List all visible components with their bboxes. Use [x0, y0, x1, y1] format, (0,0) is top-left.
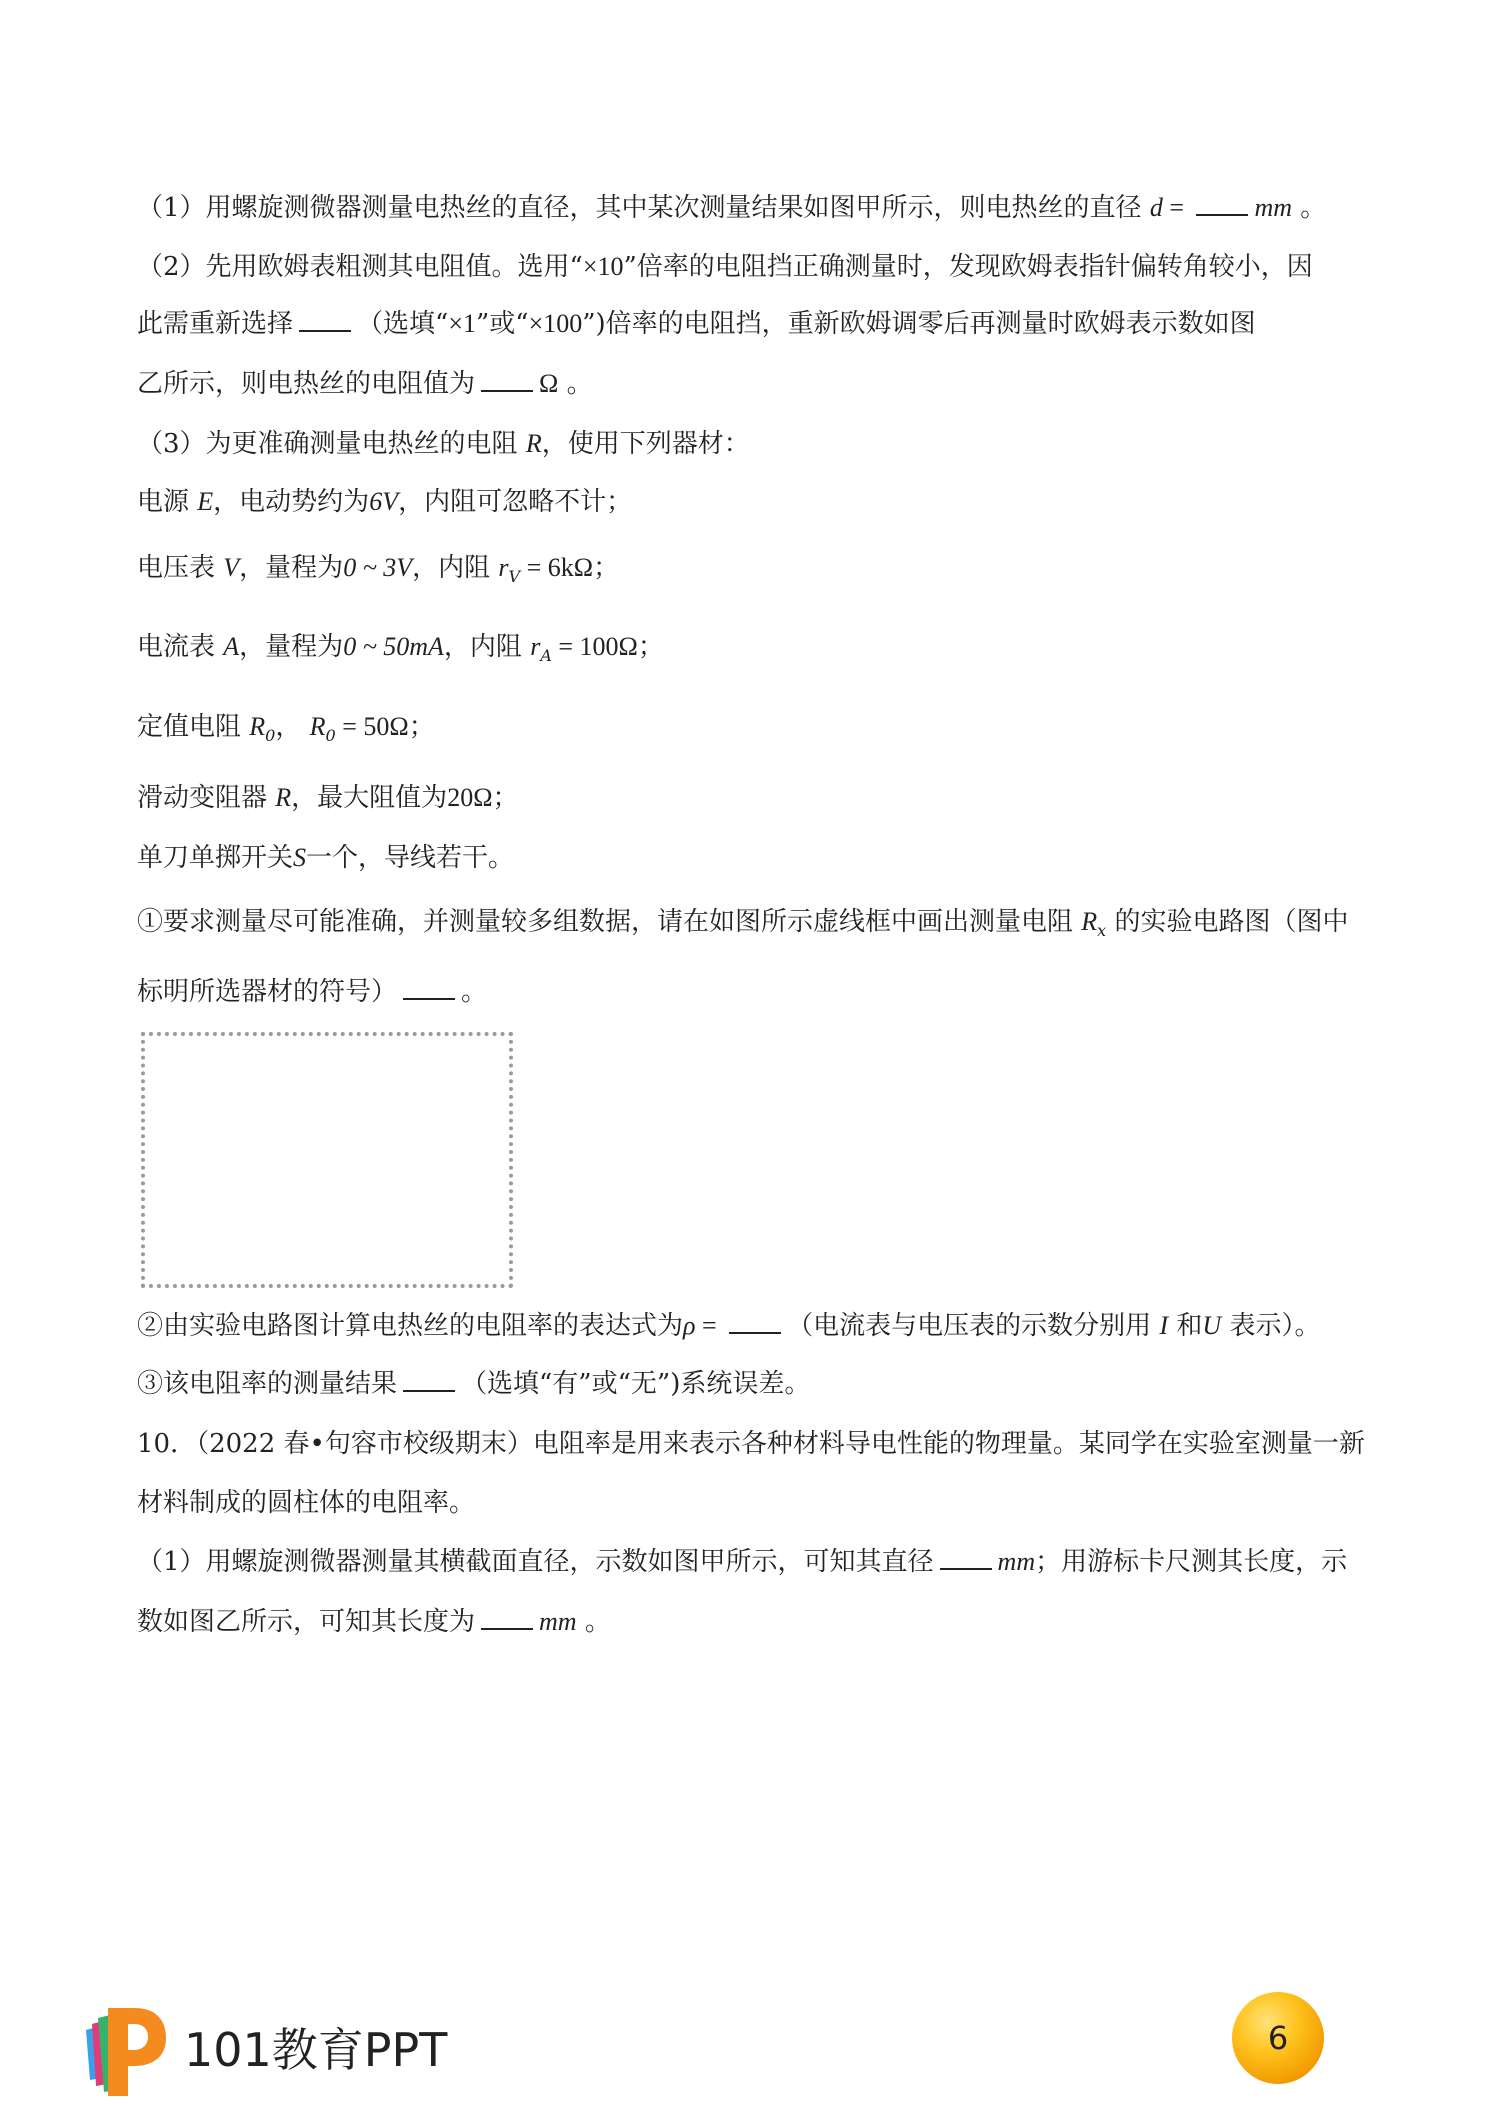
text: （1）用螺旋测微器测量电热丝的直径，其中某次测量结果如图甲所示，则电热丝的直径 — [137, 193, 1142, 223]
unit: mm — [1254, 193, 1293, 222]
text: ， — [275, 712, 302, 742]
q9-part2-line1 — [137, 247, 1367, 287]
text: = — [1162, 193, 1191, 222]
brand-p-icon — [78, 2000, 170, 2100]
equip-voltmeter — [137, 548, 1367, 597]
text: ，量程为 — [239, 553, 344, 583]
answer-blank[interactable] — [299, 308, 351, 332]
text: ，内阻 — [443, 632, 522, 662]
text: 滑动变阻器 — [137, 783, 268, 813]
text: ； — [593, 553, 620, 583]
q10-part1-line2 — [137, 1602, 1367, 1642]
text: 。 — [558, 369, 593, 399]
text: ①要求测量尽可能准确，并测量较多组数据，请在如图所示虚线框中画出测量电阻 — [137, 907, 1074, 937]
unit: Ω — [539, 369, 559, 398]
text: 。 — [461, 977, 488, 1007]
q9-part2-line2 — [137, 304, 1367, 344]
equip-rheostat — [137, 778, 1367, 818]
text: 材料制成的圆柱体的电阻率。 — [137, 1488, 476, 1518]
q10-heading-line2 — [137, 1483, 1367, 1523]
subscript: 0 — [265, 726, 276, 746]
text: ②由实验电路图计算电热丝的电阻率的表达式为 — [137, 1311, 684, 1341]
text: 此需重新选择 — [137, 309, 294, 339]
text: （选填“有”或“无” — [461, 1369, 671, 1399]
text: ×10 — [582, 252, 624, 281]
text: ，内阻 — [412, 553, 491, 583]
text: ×1 — [448, 309, 476, 338]
answer-blank[interactable] — [729, 1310, 781, 1334]
q9-sub1-line2 — [137, 972, 1367, 1012]
unit: mm — [997, 1547, 1036, 1576]
value: 6V — [369, 487, 399, 516]
value: = 50Ω — [335, 712, 409, 741]
text: ，电动势约为 — [213, 487, 370, 517]
text: 电源 — [137, 487, 190, 517]
var: R — [525, 429, 542, 458]
text: （电流表与电压表的示数分别用 — [787, 1311, 1152, 1341]
text: ；用游标卡尺测其长度，示 — [1035, 1547, 1348, 1577]
equip-ammeter — [137, 627, 1367, 676]
var: V — [223, 553, 240, 582]
value: 20Ω — [447, 783, 493, 812]
q10-heading-line1 — [137, 1424, 1367, 1464]
unit: mm — [539, 1607, 577, 1636]
subscript: 0 — [325, 726, 336, 746]
circuit-drawing-box[interactable] — [141, 1032, 513, 1288]
text: ，最大阻值为 — [291, 783, 448, 813]
text: ”或“ — [475, 309, 529, 339]
text: 一个，导线若干。 — [306, 843, 515, 873]
text: ③该电阻率的测量结果 — [137, 1369, 398, 1399]
text: )系统误差。 — [670, 1369, 811, 1399]
text: ； — [408, 712, 435, 742]
text: ×100 — [528, 309, 583, 338]
var: ρ — [683, 1311, 696, 1340]
answer-blank[interactable] — [1196, 192, 1248, 216]
text: ； — [492, 783, 519, 813]
subscript: A — [540, 646, 552, 666]
page-number: 6 — [1267, 2019, 1289, 2057]
subscript: x — [1097, 921, 1107, 941]
var: A — [223, 632, 240, 661]
var: R — [275, 783, 292, 812]
brand-logo — [78, 2000, 447, 2100]
brand-name: 101教育PPT — [184, 2023, 448, 2077]
text: 的实验电路图（图中 — [1114, 907, 1349, 937]
var: R — [1081, 907, 1098, 936]
answer-blank[interactable] — [940, 1546, 992, 1570]
text: 电流表 — [137, 632, 216, 662]
var: r — [530, 632, 541, 661]
q10-part1-line1 — [137, 1542, 1367, 1582]
answer-blank[interactable] — [403, 1368, 455, 1392]
equip-fixed-resistor — [137, 707, 1367, 756]
q9-sub1-line1 — [137, 902, 1367, 951]
page-number-badge — [1232, 1992, 1324, 2084]
text: = — [695, 1311, 724, 1340]
text: 。 — [1292, 193, 1327, 223]
text: 表示）。 — [1229, 1311, 1321, 1341]
text: （3）为更准确测量电热丝的电阻 — [137, 429, 518, 459]
text: 定值电阻 — [137, 712, 242, 742]
text: （选填“ — [357, 309, 449, 339]
text: ”)倍率的电阻挡，重新欧姆调零后再测量时欧姆表示数如图 — [582, 309, 1256, 339]
answer-blank[interactable] — [403, 976, 455, 1000]
q9-sub2-line — [137, 1306, 1367, 1346]
var: R — [249, 712, 266, 741]
value: 0 ~ 50mA — [343, 632, 444, 661]
var: U — [1202, 1311, 1222, 1340]
q9-part3-line — [137, 424, 1367, 464]
text: 10．（2022 春•句容市校级期末）电阻率是用来表示各种材料导电性能的物理量。某同学在实验室测量一新 — [137, 1429, 1365, 1459]
var: r — [498, 553, 509, 582]
var-d: d — [1149, 193, 1163, 222]
text: 标明所选器材的符号） — [137, 977, 398, 1007]
text: 和 — [1176, 1311, 1203, 1341]
value: 0 ~ 3V — [343, 553, 413, 582]
text: （1）用螺旋测微器测量其横截面直径，示数如图甲所示，可知其直径 — [137, 1547, 934, 1577]
q9-part1-line — [137, 188, 1367, 228]
text: 单刀单掷开关 — [137, 843, 294, 873]
q9-part2-line3 — [137, 364, 1367, 404]
var: E — [197, 487, 214, 516]
text: ，内阻可忽略不计； — [398, 487, 633, 517]
equip-switch — [137, 838, 1367, 878]
var: S — [293, 843, 307, 872]
var: I — [1159, 1311, 1169, 1340]
var: R — [309, 712, 326, 741]
text: 乙所示，则电热丝的电阻值为 — [137, 369, 476, 399]
equip-source — [137, 482, 1367, 522]
value: = 100Ω — [551, 632, 638, 661]
answer-blank[interactable] — [481, 1606, 533, 1630]
text: 。 — [576, 1607, 611, 1637]
q9-sub3-line — [137, 1364, 1367, 1404]
answer-blank[interactable] — [481, 368, 533, 392]
subscript: V — [508, 567, 521, 587]
text: ，使用下列器材： — [541, 429, 750, 459]
text: （2）先用欧姆表粗测其电阻值。选用“ — [137, 252, 583, 282]
text: ”倍率的电阻挡正确测量时，发现欧姆表指针偏转角较小，因 — [623, 252, 1313, 282]
text: ； — [637, 632, 664, 662]
text: ，量程为 — [239, 632, 344, 662]
text: 电压表 — [137, 553, 216, 583]
value: = 6kΩ — [520, 553, 594, 582]
text: 数如图乙所示，可知其长度为 — [137, 1607, 476, 1637]
